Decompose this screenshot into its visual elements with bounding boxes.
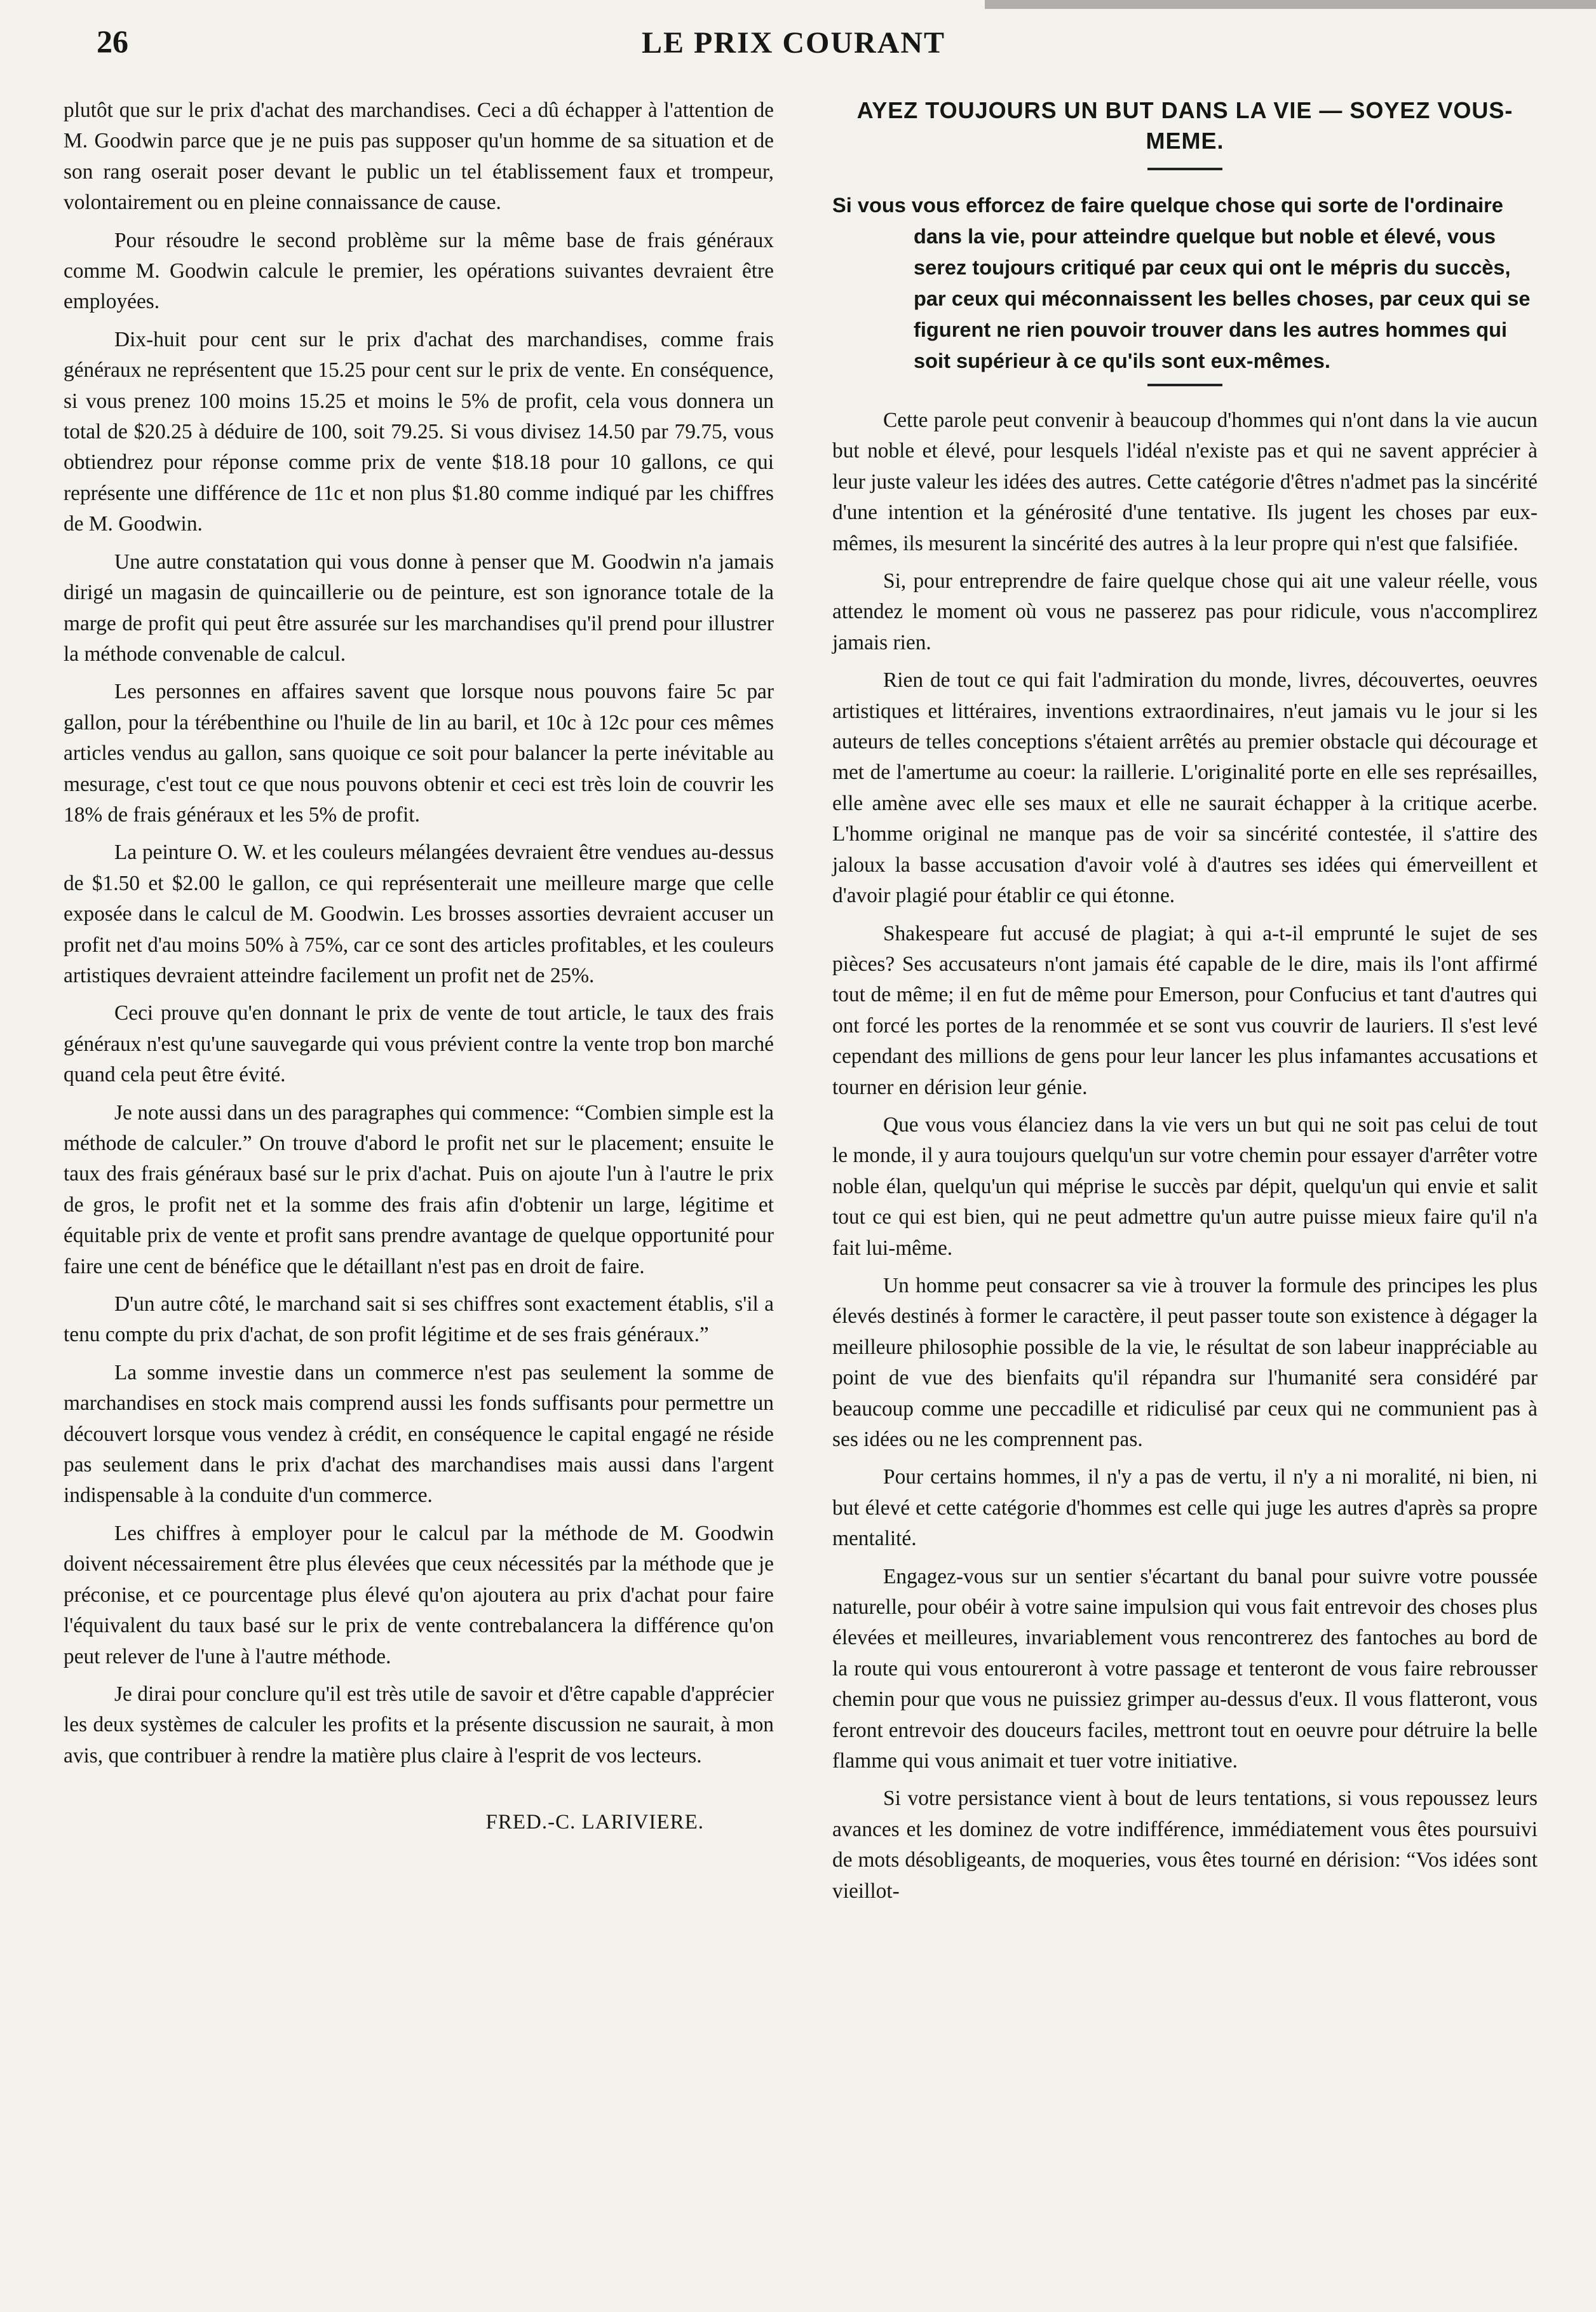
right-paragraph-9: Si votre persistance vient à bout de leurs tentations, si vous repoussez leurs avances et les dominez de votre indifférence, immédiatement vous êtes poursuivi de mots désobligeants, de moqueries, vous êtes tourné en dérision: “Vos idées sont vieillot- [832,1787,1538,1903]
title-rule [1147,168,1222,170]
left-paragraph-11: Les chiffres à employer pour le calcul par la méthode de M. Goodwin doivent nécessairement être plus élevées que ceux nécessités par la méthode que je préconise, et ce pourcentage plus élevé qu'on ajoutera au prix d'achat pour faire l'équivalent du taux basé sur le prix de vente contrebalancera la différence qu'on peut relever de l'une à l'autre méthode. [64,1521,774,1668]
left-column [64,95,774,1838]
right-paragraph-3: Rien de tout ce qui fait l'admiration du monde, livres, découvertes, oeuvres artistiques et littéraires, inventions extraordinaires, n'eut jamais vu le jour si les auteurs de telles conceptions s'étaient arrêtés au premier obstacle qui décourage et met de l'amertume au coeur: la raillerie. L'originalité porte en elle ses représailles, elle amène avec elle ses maux et elle ne saurait échapper à la critique acerbe. L'homme original ne manque pas de voir sa sincérité contestée, il s'attire des jaloux la basse accusation d'avoir volé à d'autres ses idées qui émerveillent et d'avoir plagié pour établir ce qui étonne. [832,668,1538,908]
left-paragraph-6: La peinture O. W. et les couleurs mélangées devraient être vendues au-dessus de $1.50 et $2.00 le gallon, ce qui représenterait une meilleure marge que celle exposée dans le calcul de M. Goodwin. Les brosses assorties devraient accuser un profit net d'au moins 50% à 75%, car ce sont des articles profitables, et les couleurs artistiques devraient atteindre facilement un profit net de 25%. [64,841,774,987]
journal-title: LE PRIX COURANT [642,26,946,60]
article-body [832,405,1538,1907]
author-signature: FRED.-C. LARIVIERE. [485,1811,704,1834]
left-paragraph-2: Pour résoudre le second problème sur la même base de frais généraux comme M. Goodwin calcule le premier, les opérations suivantes devraient être employées. [64,228,774,314]
lead-paragraph: Si vous vous efforcez de faire quelque chose qui sorte de l'ordinaire dans la vie, pour atteindre quelque but noble et élevé, vous serez toujours critiqué par ceux qui ont le mépris du succès, par ceux qui méconnaissent les belles choses, par ceux qui se figurent ne rien pouvoir trouver dans les autres hommes qui soit supérieur à ce qu'ils sont eux-mêmes. [832,193,1531,372]
lead-rule [1147,384,1222,386]
article-title: AYEZ TOUJOURS UN BUT DANS LA VIE — SOYEZ VOUS-MEME. [856,97,1513,154]
left-paragraph-12: Je dirai pour conclure qu'il est très utile de savoir et d'être capable d'apprécier les deux systèmes de calculer les profits et la présente discussion ne saurait, à mon avis, que contribuer à rendre la matière plus claire à l'esprit de vos lecteurs. [64,1682,774,1768]
left-paragraph-5: Les personnes en affaires savent que lorsque nous pouvons faire 5c par gallon, pour la térébenthine ou l'huile de lin au baril, et 10c à 12c pour ces mêmes articles vendus au gallon, sans quoique ce soit pour balancer la perte inévitable au mesurage, c'est tout ce que nous pouvons obtenir et ceci est très loin de couvrir les 18% de frais généraux et les 5% de profit. [64,680,774,827]
right-paragraph-5: Que vous vous élanciez dans la vie vers un but qui ne soit pas celui de tout le monde, il y aura toujours quelqu'un sur votre chemin pour essayer d'arrêter votre noble élan, quelqu'un qui méprise le succès par dépit, quelqu'un qui envie et salit tout ce qui est bien, qui ne peut admettre qu'un autre puisse mieux faire qu'il n'a fait lui-même. [832,1112,1538,1260]
left-paragraph-1: plutôt que sur le prix d'achat des marchandises. Ceci a dû échapper à l'attention de M. Goodwin parce que je ne puis pas supposer qu'un homme de sa situation et de son rang oserait poser devant le public un tel établissement faux et trompeur, volontairement ou en pleine connaissance de cause. [64,98,774,215]
right-paragraph-4: Shakespeare fut accusé de plagiat; à qui a-t-il emprunté le sujet de ses pièces? Ses accusateurs n'ont jamais été capable de le dire, mais ils l'ont affirmé tout de même; il en fut de même pour Emerson, pour Confucius et tant d'autres qui ont forcé les portes de la renommée et se sont vus couvrir de lauriers. Il s'est levé cependant des millions de gens pour leur lancer les plus infamantes accusations et tourner en dérision leur génie. [832,921,1538,1099]
right-paragraph-8: Engagez-vous sur un sentier s'écartant du banal pour suivre votre poussée naturelle, pour obéir à votre saine impulsion qui vous fait entrevoir des choses plus élevées et meilleures, invariablement vous rencontrerez des fantoches au bord de la route qui vous entoureront à votre passage et tenteront de vous faire rebrousser chemin pour que vous ne puissiez grimper au-dessus d'eux. Il vous flatteront, vous feront entrevoir des douceurs faciles, mettront tout en oeuvre pour détruire la belle flamme qui vous animait et tuer votre initiative. [832,1564,1538,1773]
page-header [0,23,1596,80]
right-paragraph-2: Si, pour entreprendre de faire quelque chose qui ait une valeur réelle, vous attendez le moment où vous ne passerez pas pour ridicule, vous n'accomplirez jamais rien. [832,569,1538,654]
page-number: 26 [97,24,128,59]
right-column [832,95,1538,1914]
left-paragraph-8: Je note aussi dans un des paragraphes qui commence: “Combien simple est la méthode de calculer.” On trouve d'abord le profit net sur le placement; ensuite le taux des frais généraux basé sur le prix d'achat. Puis on ajoute l'un à l'autre le prix de gros, le profit net et la somme des frais afin d'obtenir un large, légitime et équitable prix de vente et profit sans prendre avantage de quelque opportunité pour faire une cent de bénéfice que le détaillant n'est pas en droit de faire. [64,1100,774,1278]
left-paragraph-9: D'un autre côté, le marchand sait si ses chiffres sont exactement établis, s'il a tenu compte du prix d'achat, de son profit légitime et de ses frais généraux.” [64,1292,774,1347]
left-paragraph-4: Une autre constatation qui vous donne à penser que M. Goodwin n'a jamais dirigé un magasin de quincaillerie ou de peinture, est son ignorance totale de la marge de profit qui peut être assurée sur les marchandises qu'il prend pour illustrer la méthode convenable de calcul. [64,550,774,666]
left-paragraph-10: La somme investie dans un commerce n'est pas seulement la somme de marchandises en stock mais comprend aussi les fonds suffisants pour permettre un découvert lorsque vous vendez à crédit, en conséquence le capital engagé ne réside pas seulement dans le prix d'achat des marchandises mais aussi dans l'argent indispensable à la conduite d'un commerce. [64,1360,774,1508]
left-paragraph-7: Ceci prouve qu'en donnant le prix de vente de tout article, le taux des frais généraux n'est qu'une sauvegarde qui vous prévient contre la vente trop bon marché quand cela peut être évité. [64,1001,774,1087]
left-paragraph-3: Dix-huit pour cent sur le prix d'achat des marchandises, comme frais généraux ne représentent que 15.25 pour cent sur le prix de vente. En conséquence, si vous prenez 100 moins 15.25 et moins le 5% de profit, cela vous donnera un total de $20.25 à déduire de 100, soit 79.25. Si vous divisez 14.50 par 79.75, vous obtiendrez pour réponse comme prix de vente $18.18 pour 10 gallons, ce qui représente une différence de 11c et non plus $1.80 comme indiqué par les chiffres de M. Goodwin. [64,327,774,536]
scan-edge-line [985,0,1596,9]
right-paragraph-6: Un homme peut consacrer sa vie à trouver la formule des principes les plus élevés destinés à former le caractère, il peut passer toute son existence à dégager la meilleure philosophie possible de la vie, le résultat de son labeur inappréciable au point de vue des bienfaits qu'il répandra sur l'humanité sera considéré par beaucoup comme une peccadille et ridiculisé par ceux qui ne communient pas à ses idées ou ne les comprennent pas. [832,1273,1538,1451]
right-paragraph-1: Cette parole peut convenir à beaucoup d'hommes qui n'ont dans la vie aucun but noble et élevé, pour lesquels l'idéal n'existe pas et qui ne savent apprécier à leur juste valeur les idées des autres. Cette catégorie d'êtres n'admet pas la sincérité d'une intention et la générosité d'une tentative. Ils jugent les choses par eux-mêmes, ils mesurent la sincérité des autres à la leur propre qui n'est que falsifiée. [832,409,1538,555]
right-paragraph-7: Pour certains hommes, il n'y a pas de vertu, il n'y a ni moralité, ni bien, ni but élevé et cette catégorie d'hommes est celle qui juge les autres d'après sa propre mentalité. [832,1465,1538,1551]
